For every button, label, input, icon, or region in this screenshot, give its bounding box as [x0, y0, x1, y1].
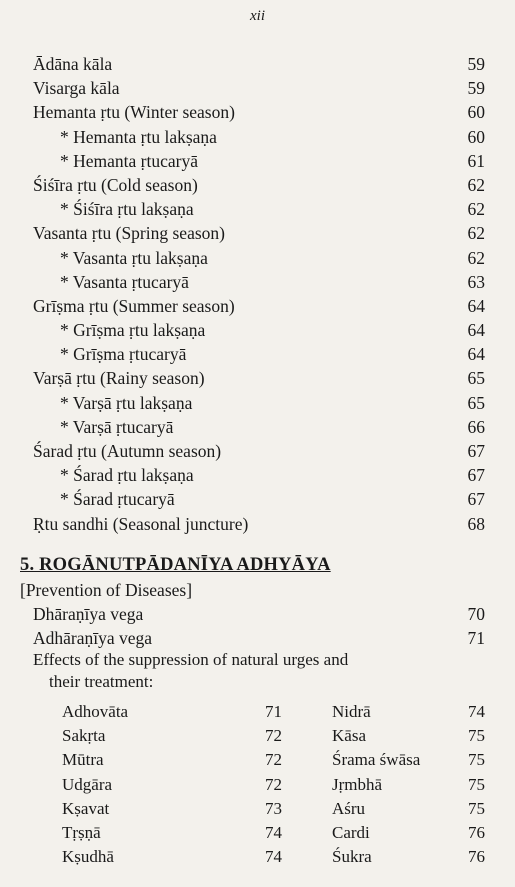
urge-name: Udgāra — [62, 774, 113, 794]
urge-name: Kāsa — [332, 726, 366, 746]
toc-entry — [33, 100, 485, 124]
toc-subentry — [33, 415, 485, 439]
toc-entry-page: 65 — [467, 392, 485, 413]
toc-entry-title: Visarga kāla — [33, 78, 120, 99]
toc-subentry — [33, 246, 485, 270]
table-of-contents — [33, 52, 485, 536]
toc-entry-title: * Śarad ṛtucaryā — [60, 489, 175, 510]
section-item-title: Adhāraṇīya vega — [33, 627, 153, 648]
toc-entry-page: 61 — [467, 150, 485, 171]
toc-entry — [33, 512, 485, 536]
toc-subentry — [33, 318, 485, 342]
toc-entry-page: 67 — [467, 465, 485, 486]
urge-page: 74 — [265, 847, 282, 867]
toc-entry-page: 62 — [467, 199, 485, 220]
toc-entry-page: 62 — [467, 247, 485, 268]
toc-entry-page: 59 — [467, 78, 485, 99]
urge-name: Kṣudhā — [62, 847, 114, 867]
urge-page: 75 — [468, 750, 485, 770]
toc-entry-title: * Śarad ṛtu lakṣaṇa — [60, 465, 194, 486]
toc-entry-page: 67 — [467, 441, 485, 461]
section-item-page: 71 — [467, 627, 485, 648]
urge-page: 75 — [468, 726, 485, 746]
effects-heading-line-1: Effects of the suppression of natural urges and — [33, 650, 349, 670]
toc-entry-title: Śiśīra ṛtu (Cold season) — [33, 174, 198, 195]
toc-entry-title: * Varṣā ṛtu lakṣaṇa — [60, 392, 193, 413]
toc-subentry — [33, 125, 485, 149]
effects-heading-line-2: their treatment: — [49, 672, 154, 692]
toc-subentry — [33, 463, 485, 487]
toc-entry — [33, 173, 485, 197]
section-item — [33, 602, 485, 626]
toc-entry-page: 64 — [467, 295, 485, 316]
section-items — [33, 602, 485, 649]
urge-name: Aśru — [332, 798, 366, 818]
toc-entry-title: * Grīṣma ṛtu lakṣaṇa — [60, 320, 206, 341]
urge-page: 71 — [265, 702, 282, 721]
section-5 — [20, 552, 485, 867]
toc-entry-title: Grīṣma ṛtu (Summer season) — [33, 295, 235, 316]
toc-entry-title: * Vasanta ṛtu lakṣaṇa — [60, 247, 208, 268]
toc-entry-title: Ṛtu sandhi (Seasonal juncture) — [33, 513, 249, 534]
toc-entry-page: 60 — [467, 102, 485, 123]
toc-entry-title: * Grīṣma ṛtucaryā — [60, 344, 187, 365]
urge-name: Tṛṣṇā — [62, 822, 101, 842]
toc-entry-page: 64 — [467, 344, 485, 365]
toc-entry-page: 66 — [467, 416, 485, 437]
toc-entry — [33, 294, 485, 318]
urge-page: 76 — [468, 822, 485, 842]
urge-name: Śukra — [332, 847, 372, 867]
toc-subentry — [33, 270, 485, 294]
urge-page: 73 — [265, 798, 282, 818]
toc-entry-page: 62 — [467, 223, 485, 244]
toc-entry-page: 64 — [467, 320, 485, 341]
toc-entry-title: Hemanta ṛtu (Winter season) — [33, 102, 235, 123]
toc-entry-title: * Hemanta ṛtucaryā — [60, 150, 198, 171]
toc-entry-page: 59 — [467, 54, 485, 74]
urge-page: 75 — [468, 798, 485, 818]
toc-entry-title: * Hemanta ṛtu lakṣaṇa — [60, 126, 217, 147]
toc-entry-title: Vasanta ṛtu (Spring season) — [33, 223, 225, 244]
toc-subentry — [33, 342, 485, 366]
urge-name: Mūtra — [62, 750, 104, 770]
toc-subentry — [33, 149, 485, 173]
toc-entry-page: 60 — [467, 126, 485, 147]
urge-name: Sakṛta — [62, 726, 106, 746]
toc-entry-title: Ādāna kāla — [33, 54, 113, 74]
urge-page: 74 — [265, 822, 282, 842]
urge-name: Kṣavat — [62, 798, 110, 818]
page-number: xii — [250, 8, 265, 24]
toc-entry-page: 63 — [467, 271, 485, 292]
urges-grid — [62, 700, 485, 869]
toc-entry-title: * Vasanta ṛtucaryā — [60, 271, 189, 292]
section-item-page: 70 — [467, 604, 485, 624]
toc-entry-title: * Śiśīra ṛtu lakṣaṇa — [60, 199, 194, 220]
section-item — [33, 626, 485, 650]
urge-name: Cardi — [332, 822, 370, 842]
urge-name: Śrama śwāsa — [332, 750, 421, 770]
toc-entry — [33, 52, 485, 76]
toc-entry — [33, 76, 485, 100]
toc-subentry — [33, 487, 485, 511]
toc-entry-page: 65 — [467, 368, 485, 389]
urge-page: 74 — [468, 702, 485, 721]
toc-entry — [33, 221, 485, 245]
toc-entry-title: * Varṣā ṛtucaryā — [60, 416, 174, 437]
section-item-title: Dhāraṇīya vega — [33, 604, 144, 624]
toc-subentry — [33, 197, 485, 221]
toc-entry-title: Varṣā ṛtu (Rainy season) — [33, 368, 205, 389]
toc-entry-page: 67 — [467, 489, 485, 510]
toc-entry-page: 62 — [467, 174, 485, 195]
urge-page: 72 — [265, 726, 282, 746]
toc-subentry — [33, 391, 485, 415]
section-subtitle: [Prevention of Diseases] — [20, 580, 193, 600]
urge-page: 76 — [468, 847, 485, 867]
toc-entry — [33, 439, 485, 463]
urge-page: 75 — [468, 774, 485, 794]
toc-entry-page: 68 — [467, 513, 485, 534]
urge-name: Adhovāta — [62, 702, 129, 721]
urge-name: Nidrā — [332, 702, 371, 721]
toc-entry — [33, 366, 485, 390]
urge-name: Jṛmbhā — [332, 774, 383, 794]
urge-page: 72 — [265, 750, 282, 770]
toc-entry-title: Śarad ṛtu (Autumn season) — [33, 441, 222, 461]
section-title: 5. ROGĀNUTPĀDANĪYA ADHYĀYA — [20, 555, 331, 575]
urge-page: 72 — [265, 774, 282, 794]
